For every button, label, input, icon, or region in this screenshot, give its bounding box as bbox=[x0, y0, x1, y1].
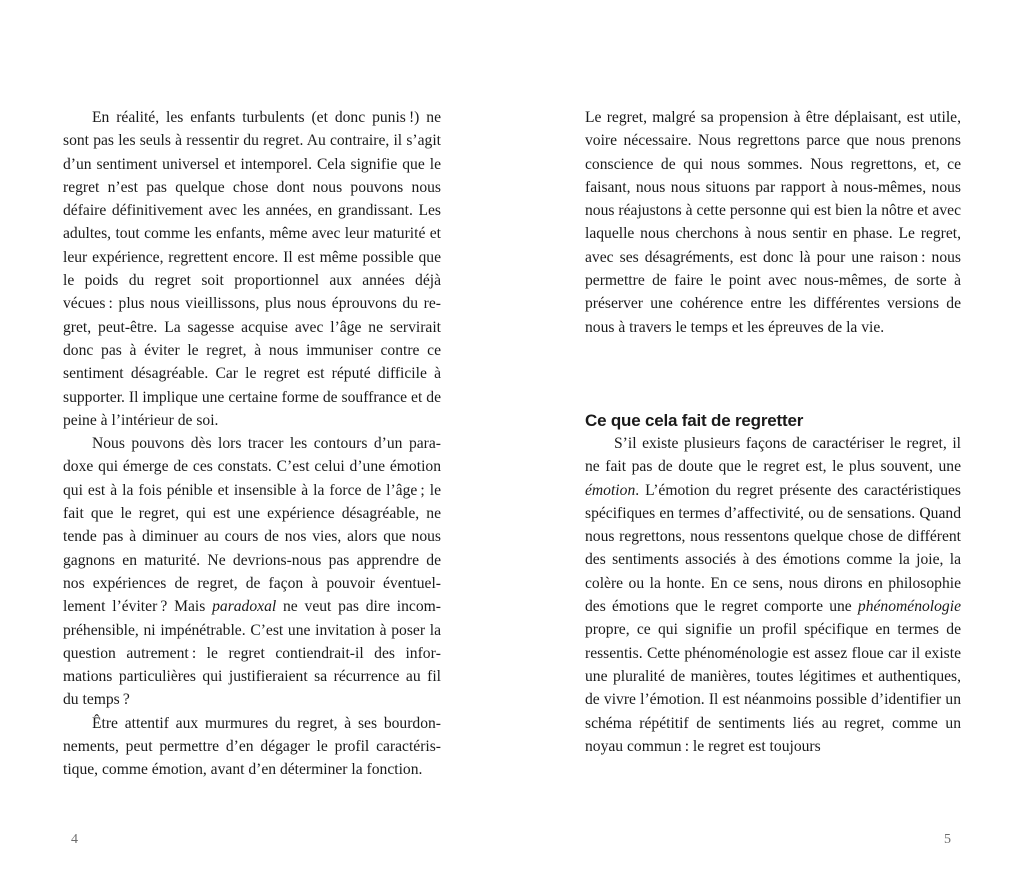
paragraph bbox=[585, 432, 961, 758]
section-heading: Ce que cela fait de regretter bbox=[585, 411, 804, 430]
paragraph bbox=[585, 106, 961, 339]
paragraph bbox=[63, 712, 441, 782]
text-run: S’il existe plusieurs façons de caractériser le regret, il ne fait pas de doute que le regret est, le plus souvent, une bbox=[585, 435, 961, 476]
italic-text: émotion bbox=[585, 481, 636, 499]
paragraph bbox=[63, 432, 441, 712]
text-run: Nous pouvons dès lors tracer les contours d’un paradoxe qui émerge de ces constats. C’est celui d’une émotion qui est à la fois pénible et insensible à la force de l’âge ; le fait que le regret, qui est une expérience désagréable, ne tende pas à diminuer au cours de nos vies, alors que nous gagnons en maturité. Ne devrions-nous pas apprendre de nos expériences de regret, de façon à pouvoir éventuellement l’éviter ? Mais bbox=[63, 435, 441, 616]
text-run: Être attentif aux murmures du regret, à ses bourdonnements, peut permettre d’en dégager le profil caractéristique, comme émotion, avant d’en déterminer la fonction. bbox=[63, 714, 441, 779]
text-run: propre, ce qui signifie un profil spécifique en termes de ressentis. Cette phénoménologie est assez floue car il existe une pluralité de manières, toutes légitimes et authentiques, de vivre l’émotion. Il est néanmoins possible d’identifier un schéma répétitif de sentiments liés au regret, comme un noyau commun : le regret est toujours bbox=[585, 621, 961, 755]
right-page-body-top bbox=[585, 106, 961, 339]
right-page-body-bottom bbox=[585, 432, 961, 758]
text-run: En réalité, les enfants turbulents (et donc punis !) ne sont pas les seuls à ressentir du regret. Au contraire, il s’agit d’un sentiment universel et intemporel. Cela signifie que le regret n’est pas quelque chose dont nous pouvons nous défaire définitivement avec les années, en grandissant. Les adultes, tout comme les enfants, même avec leur maturité et leur expérience, regrettent encore. Il est même possible que le poids du regret soit proportionnel aux années déjà vécues : plus nous vieillissons, plus nous éprouvons du regret, peut-être. La sagesse acquise avec l’âge ne servirait donc pas à éviter le regret, à nous immuniser contre ce sentiment désagréable. Car le regret est réputé difficile à supporter. Il implique une certaine forme de souffrance et de peine à l’intérieur de soi. bbox=[63, 109, 441, 429]
right-page-number: 5 bbox=[944, 832, 951, 847]
text-run: . L’émotion du regret présente des caractéristiques spécifiques en termes d’affectivité, ou de sensations. Quand nous regrettons, nous ressentons quelque chose de différent des sentiments associés à des émotions comme la joie, la colère ou la honte. En ce sens, nous dirons en philosophie des émotions que le regret comporte une bbox=[585, 481, 961, 616]
italic-text: phénoménologie bbox=[857, 598, 961, 616]
text-run: Le regret, malgré sa propension à être déplaisant, est utile, voire nécessaire. Nous regrettons parce que nous prenons conscience de qui nous sommes. Nous regrettons, et, ce faisant, nous nous situons par rapport à nous-mêmes, nous nous réajustons à cette personne qui est bien la nôtre et avec laquelle nous cherchons à nous sentir en phase. Le regret, avec ses désagréments, est donc là pour une raison : nous permettre de faire le point avec nous-mêmes, de sorte à préserver une cohérence entre les différentes versions de nous à travers le temps et les épreuves de la vie. bbox=[585, 109, 961, 336]
text-run: ne veut pas dire incompréhensible, ni impénétrable. C’est une invitation à poser la question autrement : le regret contiendrait-il des informations particulières qui justifieraient sa récurrence au fil du temps ? bbox=[63, 598, 441, 709]
right-page bbox=[512, 0, 1024, 896]
italic-text: paradoxal bbox=[212, 598, 277, 616]
left-page-body bbox=[63, 106, 441, 782]
left-page-number: 4 bbox=[71, 832, 78, 847]
paragraph bbox=[63, 106, 441, 432]
